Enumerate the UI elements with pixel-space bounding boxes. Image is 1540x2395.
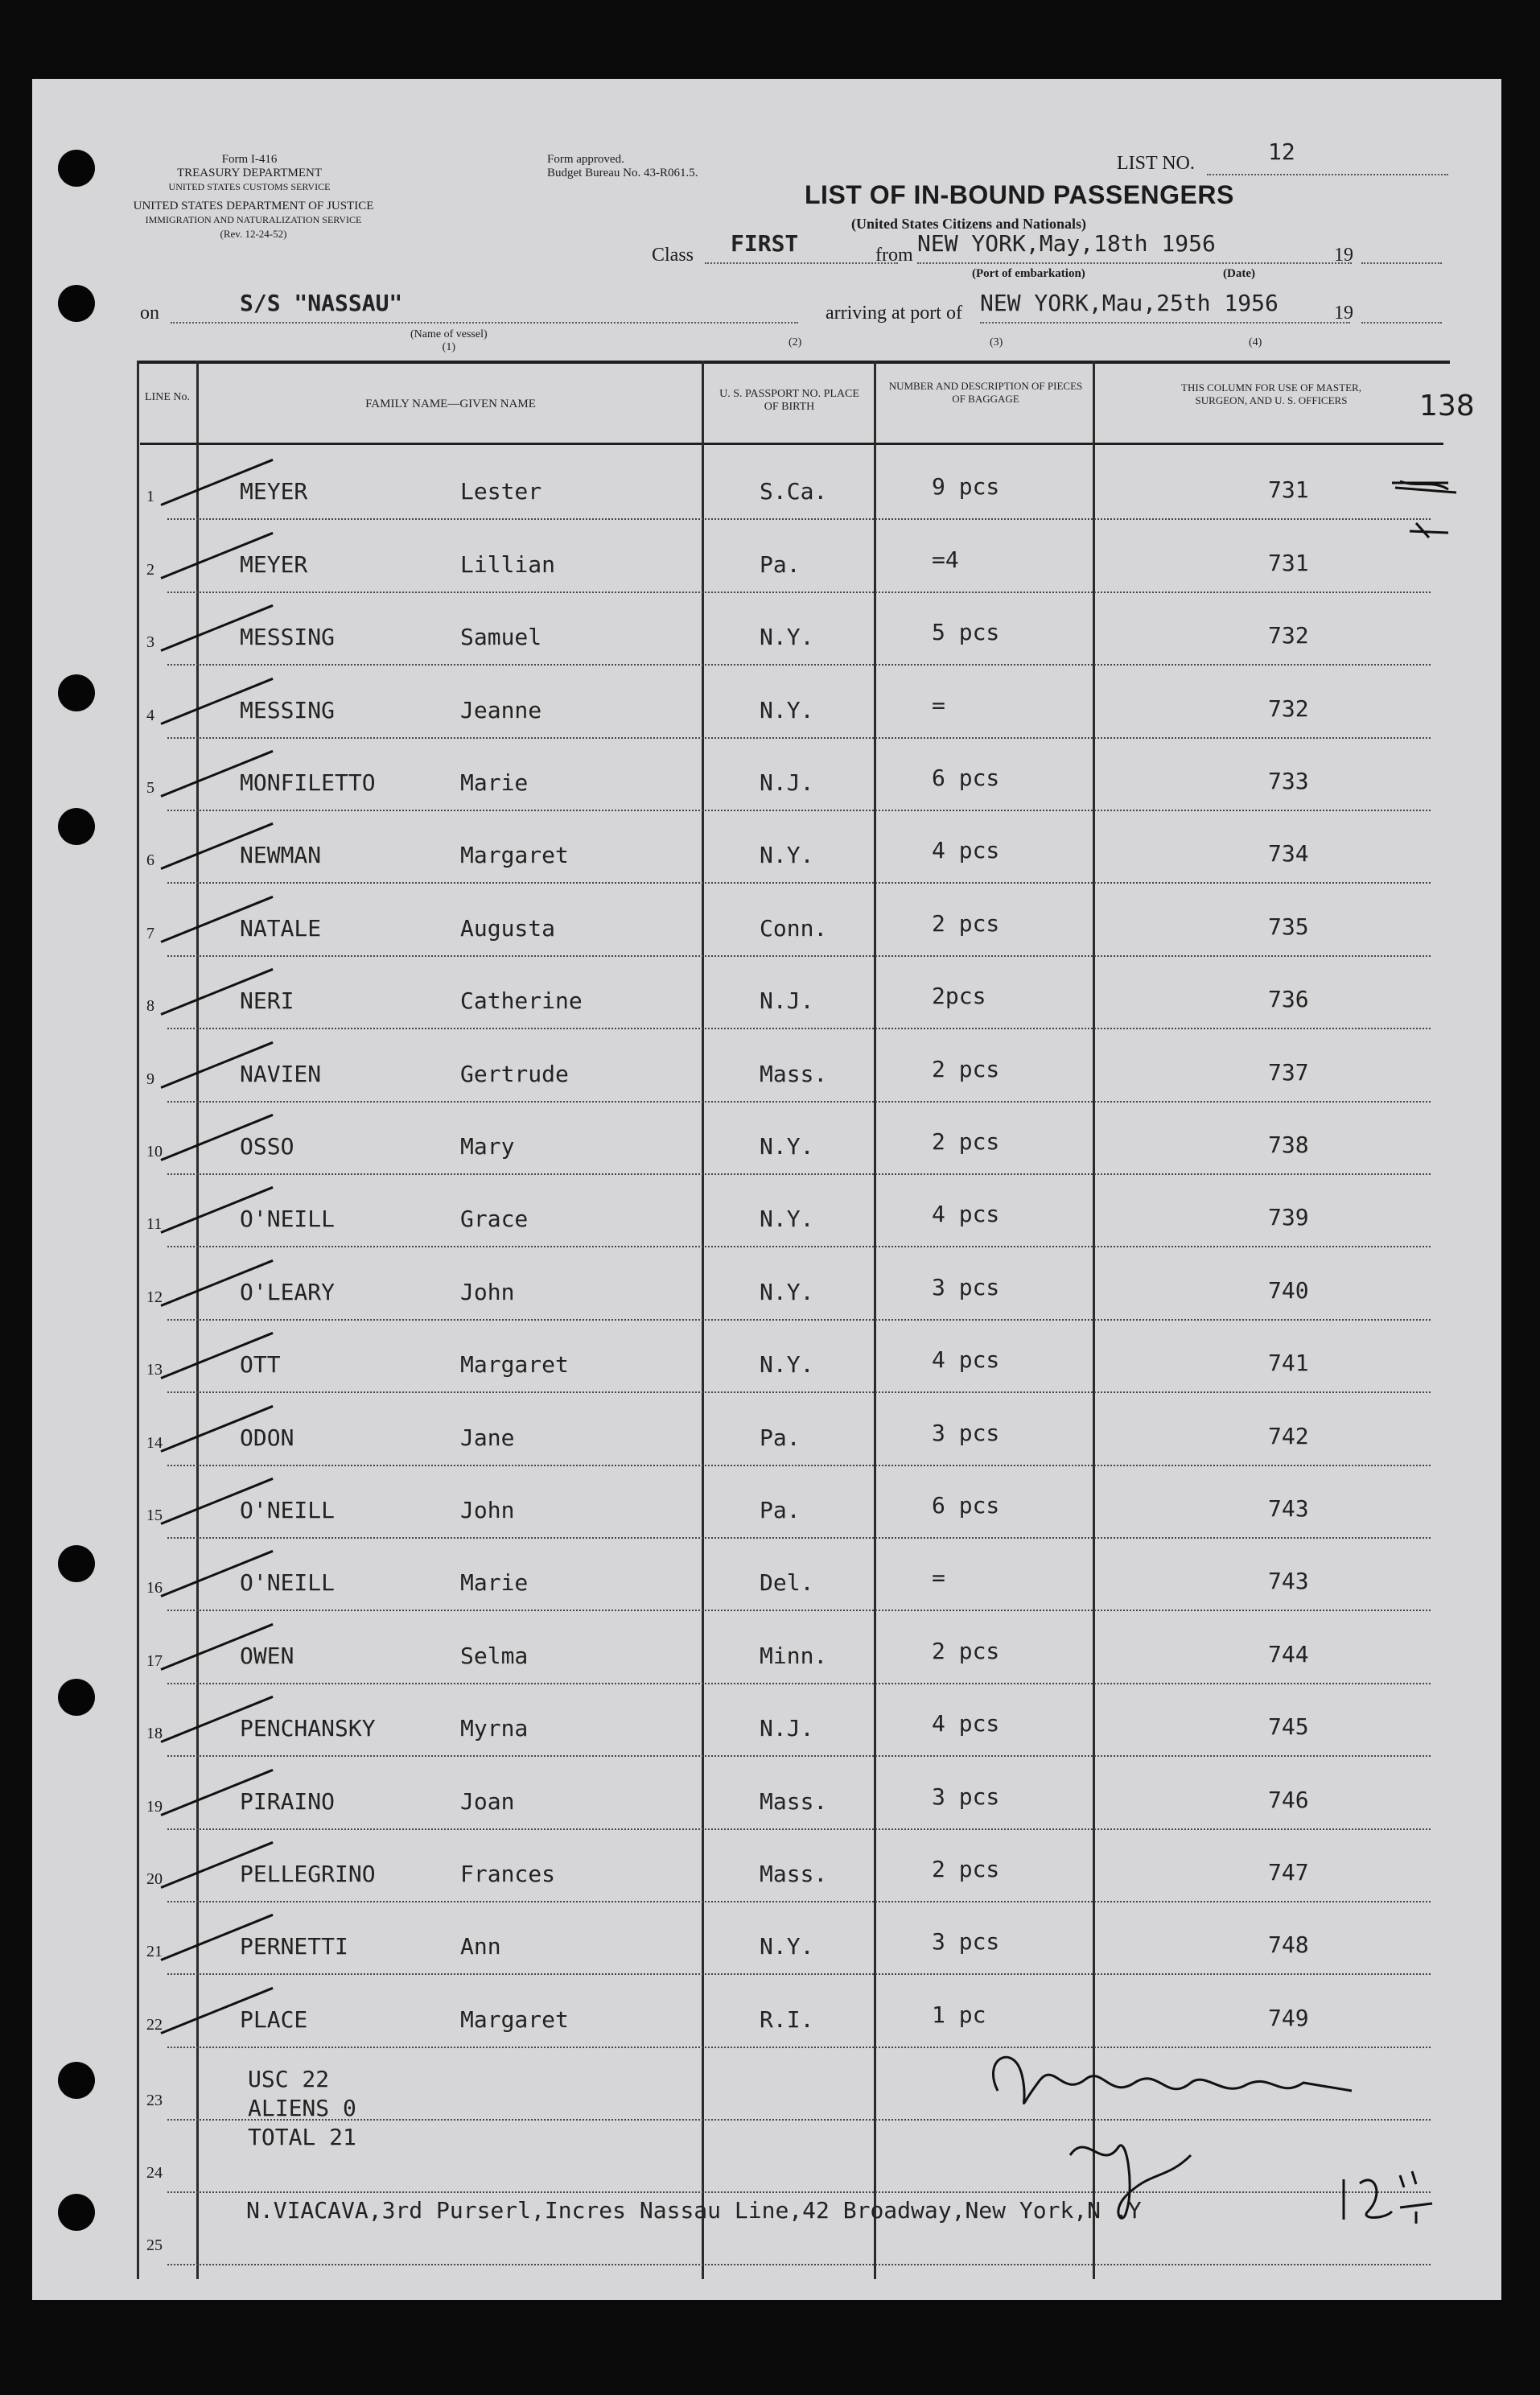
col-header-line-no: LINE No. [145, 391, 190, 403]
given-name: Mary [460, 1132, 515, 1160]
baggage: 3 pcs [932, 1273, 1000, 1301]
form-approved: Form approved. [547, 153, 624, 166]
given-name: Samuel [460, 624, 542, 651]
punch-hole [58, 1545, 95, 1582]
from-line [917, 262, 1352, 264]
year-line-1 [1361, 262, 1442, 264]
place-of-birth: Pa. [760, 550, 801, 578]
place-of-birth: N.J. [760, 987, 814, 1015]
given-name: John [460, 1278, 515, 1305]
table-row [32, 1684, 1501, 1757]
table-row [32, 1902, 1501, 1975]
baggage: 4 pcs [932, 1346, 1000, 1374]
officer-number: 734 [1268, 840, 1309, 868]
officer-number: 735 [1268, 913, 1309, 940]
officer-number: 742 [1268, 1422, 1309, 1449]
line-number: 25 [146, 2236, 163, 2254]
table-row [32, 1175, 1501, 1247]
line-number: 8 [146, 997, 154, 1016]
purser-text: N.VIACAVA,3rd Purserl,Incres Nassau Line,42 Broadway,New York,N .Y [246, 2197, 1142, 2224]
year-suffix-2: 19 [1334, 303, 1353, 324]
table-row [32, 739, 1501, 811]
punch-hole [58, 2194, 95, 2231]
line-number: 14 [146, 1433, 163, 1452]
family-name: PERNETTI [240, 1933, 348, 1960]
baggage: 4 pcs [932, 1201, 1000, 1228]
summary-usc: USC 22 [248, 2066, 330, 2092]
given-name: Selma [460, 1642, 529, 1669]
baggage: 2 pcs [932, 1637, 1000, 1664]
officer-number: 737 [1268, 1058, 1309, 1086]
place-of-birth: N.Y. [760, 1933, 814, 1960]
line-number: 5 [146, 778, 154, 797]
margin-marks [1360, 465, 1472, 578]
given-name: Jeanne [460, 696, 542, 723]
given-name: Jane [460, 1424, 515, 1451]
officer-number: 749 [1268, 2004, 1309, 2031]
place-of-birth: N.Y. [760, 842, 814, 869]
table-row [32, 1466, 1501, 1539]
form-id-block [153, 153, 346, 194]
family-name: OTT [240, 1351, 281, 1379]
date-label: (Date) [1223, 267, 1255, 280]
year-suffix-1: 19 [1334, 245, 1353, 266]
given-name: Lester [460, 478, 542, 505]
handwritten-signature [966, 2034, 1448, 2244]
port-embarkation-label: (Port of embarkation) [972, 267, 1085, 280]
summary-aliens: ALIENS 0 [248, 2095, 356, 2121]
line-number: 7 [146, 924, 154, 942]
table-row [32, 1757, 1501, 1829]
col-header-passport: U. S. PASSPORT NO. PLACE OF BIRTH [719, 388, 859, 413]
line-number: 22 [146, 2015, 163, 2034]
punch-hole [58, 150, 95, 187]
punch-hole [58, 1679, 95, 1716]
family-name: MONFILETTO [240, 769, 376, 796]
baggage: 6 pcs [932, 764, 1000, 791]
place-of-birth: N.J. [760, 1715, 814, 1742]
summary-block [248, 2065, 356, 2152]
form-subtitle: (United States Citizens and Nationals) [851, 216, 1087, 232]
baggage: 3 pcs [932, 1928, 1000, 1956]
customs-service: UNITED STATES CUSTOMS SERVICE [168, 181, 331, 192]
place-of-birth: Minn. [760, 1642, 828, 1669]
officer-number: 731 [1268, 476, 1309, 504]
line-number: 16 [146, 1579, 163, 1597]
officer-number: 748 [1268, 1931, 1309, 1959]
place-of-birth: N.Y. [760, 696, 814, 723]
officer-number: 733 [1268, 767, 1309, 794]
family-name: PELLEGRINO [240, 1860, 376, 1887]
line-number: 12 [146, 1288, 163, 1306]
family-name: PLACE [240, 2005, 308, 2033]
officer-number: 747 [1268, 1858, 1309, 1886]
line-number: 6 [146, 851, 154, 870]
line-number: 10 [146, 1142, 163, 1160]
family-name: O'LEARY [240, 1278, 336, 1305]
arriving-label: arriving at port of [826, 303, 962, 324]
line-number: 20 [146, 1869, 163, 1888]
table-row [32, 1830, 1501, 1902]
vessel-name: S/S "NASSAU" [240, 290, 403, 316]
given-name: Grace [460, 1206, 529, 1233]
officer-number: 738 [1268, 1131, 1309, 1158]
given-name: Joan [460, 1787, 515, 1815]
given-name: Margaret [460, 2005, 569, 2033]
vessel-name-label [410, 328, 488, 354]
from-value: NEW YORK,May,18th 1956 [917, 230, 1216, 257]
line-number: 9 [146, 1070, 154, 1088]
place-of-birth: Mass. [760, 1060, 828, 1087]
baggage: 3 pcs [932, 1783, 1000, 1810]
table-row [32, 884, 1501, 956]
col-header-baggage: NUMBER AND DESCRIPTION OF PIECES OF BAGGAGE [888, 380, 1083, 405]
family-name: NATALE [240, 914, 322, 942]
given-name: Gertrude [460, 1060, 569, 1087]
officer-number: 731 [1268, 549, 1309, 576]
family-name: ODON [240, 1424, 294, 1451]
family-name: O'NEILL [240, 1206, 336, 1233]
family-name: MESSING [240, 696, 336, 723]
table-row [32, 1393, 1501, 1465]
punch-hole [58, 674, 95, 711]
form-id: Form I-416 [221, 153, 278, 166]
place-of-birth: N.Y. [760, 1351, 814, 1379]
place-of-birth: Pa. [760, 1424, 801, 1451]
table-top-rule [137, 361, 1450, 364]
table-row [32, 666, 1501, 738]
punch-hole [58, 808, 95, 845]
line-number: 18 [146, 1725, 163, 1743]
vessel-line [171, 322, 798, 324]
approval-block [547, 153, 756, 180]
col1-number: (1) [442, 341, 455, 353]
line-number: 3 [146, 633, 154, 652]
baggage: =4 [932, 546, 959, 573]
baggage: 6 pcs [932, 1491, 1000, 1519]
col4-number: (4) [1249, 336, 1262, 348]
officer-number: 740 [1268, 1276, 1309, 1304]
family-name: NEWMAN [240, 842, 322, 869]
place-of-birth: Mass. [760, 1860, 828, 1887]
line-number: 24 [146, 2163, 163, 2182]
line-number: 11 [146, 1215, 163, 1234]
baggage: 2 pcs [932, 1127, 1000, 1155]
page-number: 138 [1419, 390, 1475, 423]
class-value: FIRST [731, 230, 799, 257]
vessel-name-caption: (Name of vessel) [410, 328, 488, 340]
list-no-value: 12 [1268, 138, 1295, 165]
baggage: 2pcs [932, 983, 986, 1010]
baggage: 2 pcs [932, 909, 1000, 937]
family-name: MEYER [240, 550, 308, 578]
baggage: 9 pcs [932, 473, 1000, 501]
officer-number: 732 [1268, 695, 1309, 722]
officer-number: 736 [1268, 986, 1309, 1013]
col-header-name: FAMILY NAME—GIVEN NAME [365, 398, 536, 410]
baggage: 4 pcs [932, 837, 1000, 864]
given-name: Margaret [460, 842, 569, 869]
place-of-birth: N.Y. [760, 1278, 814, 1305]
given-name: Frances [460, 1860, 556, 1887]
form-page [32, 79, 1501, 2300]
baggage: 1 pc [932, 2001, 986, 2028]
place-of-birth: S.Ca. [760, 478, 828, 505]
treasury-dept: TREASURY DEPARTMENT [176, 167, 323, 179]
family-name: MEYER [240, 478, 308, 505]
baggage: 2 pcs [932, 1055, 1000, 1082]
justice-block [121, 200, 386, 241]
table-row [32, 447, 1501, 520]
table-row [32, 1611, 1501, 1684]
place-of-birth: Pa. [760, 1496, 801, 1523]
family-name: O'NEILL [240, 1569, 336, 1597]
punch-hole [58, 285, 95, 322]
line-number: 17 [146, 1651, 163, 1670]
col-header-officers: THIS COLUMN FOR USE OF MASTER, SURGEON, AND U. S. OFFICERS [1181, 381, 1361, 406]
line-number: 2 [146, 560, 154, 579]
class-label: Class [652, 245, 694, 266]
year-line-2 [1361, 322, 1442, 324]
line-number: 19 [146, 1797, 163, 1816]
family-name: PIRAINO [240, 1787, 336, 1815]
summary-total: TOTAL 21 [248, 2124, 356, 2150]
col3-number: (3) [990, 336, 1003, 348]
ins-service: IMMIGRATION AND NATURALIZATION SERVICE [145, 214, 362, 225]
officer-number: 746 [1268, 1786, 1309, 1813]
officer-number: 744 [1268, 1640, 1309, 1667]
place-of-birth: N.Y. [760, 1206, 814, 1233]
given-name: John [460, 1496, 515, 1523]
given-name: Margaret [460, 1351, 569, 1379]
given-name: Catherine [460, 987, 583, 1015]
family-name: PENCHANSKY [240, 1715, 376, 1742]
class-line [705, 262, 898, 264]
place-of-birth: N.Y. [760, 624, 814, 651]
family-name: OSSO [240, 1132, 294, 1160]
list-no-label: LIST NO. [1117, 153, 1195, 174]
baggage: = [932, 1564, 945, 1592]
list-no-line [1207, 174, 1448, 175]
family-name: NAVIEN [240, 1060, 322, 1087]
officer-number: 739 [1268, 1204, 1309, 1231]
given-name: Augusta [460, 914, 556, 942]
table-row [32, 1247, 1501, 1320]
given-name: Marie [460, 769, 529, 796]
table-row [32, 593, 1501, 666]
table-header-rule [140, 443, 1443, 445]
table-row [32, 811, 1501, 884]
line-number: 15 [146, 1506, 163, 1524]
given-name: Myrna [460, 1715, 529, 1742]
arriving-value: NEW YORK,Mau,25th 1956 [980, 290, 1279, 316]
family-name: MESSING [240, 624, 336, 651]
on-label: on [140, 303, 159, 324]
officer-number: 732 [1268, 622, 1309, 649]
place-of-birth: Mass. [760, 1787, 828, 1815]
arriving-line [980, 322, 1350, 324]
place-of-birth: Del. [760, 1569, 814, 1597]
justice-dept: UNITED STATES DEPARTMENT OF JUSTICE [133, 200, 374, 212]
line-number: 23 [146, 2091, 163, 2109]
line-number: 13 [146, 1361, 163, 1379]
place-of-birth: N.J. [760, 769, 814, 796]
baggage: = [932, 691, 945, 719]
given-name: Marie [460, 1569, 529, 1597]
place-of-birth: Conn. [760, 914, 828, 942]
punch-hole [58, 2062, 95, 2099]
table-row [32, 1103, 1501, 1175]
officer-number: 743 [1268, 1568, 1309, 1595]
baggage: 2 pcs [932, 1855, 1000, 1882]
given-name: Ann [460, 1933, 501, 1960]
family-name: OWEN [240, 1642, 294, 1669]
col2-number: (2) [789, 336, 802, 348]
table-row [32, 1539, 1501, 1611]
line-number: 21 [146, 1943, 163, 1961]
table-row [32, 957, 1501, 1029]
baggage: 5 pcs [932, 619, 1000, 646]
from-label: from [875, 245, 913, 266]
budget-bureau: Budget Bureau No. 43-R061.5. [547, 167, 698, 179]
row-divider [167, 2264, 1431, 2265]
rev-date: (Rev. 12-24-52) [220, 228, 287, 240]
given-name: Lillian [460, 550, 556, 578]
table-row [32, 1029, 1501, 1102]
place-of-birth: N.Y. [760, 1132, 814, 1160]
baggage: 4 pcs [932, 1710, 1000, 1738]
baggage: 3 pcs [932, 1419, 1000, 1446]
line-number: 4 [146, 706, 154, 724]
officer-number: 745 [1268, 1713, 1309, 1741]
family-name: O'NEILL [240, 1496, 336, 1523]
officer-number: 741 [1268, 1350, 1309, 1377]
table-row [32, 1321, 1501, 1393]
family-name: NERI [240, 987, 294, 1015]
form-title: LIST OF IN-BOUND PASSENGERS [805, 180, 1234, 209]
place-of-birth: R.I. [760, 2005, 814, 2033]
table-row [32, 520, 1501, 592]
line-number: 1 [146, 488, 154, 506]
officer-number: 743 [1268, 1494, 1309, 1522]
